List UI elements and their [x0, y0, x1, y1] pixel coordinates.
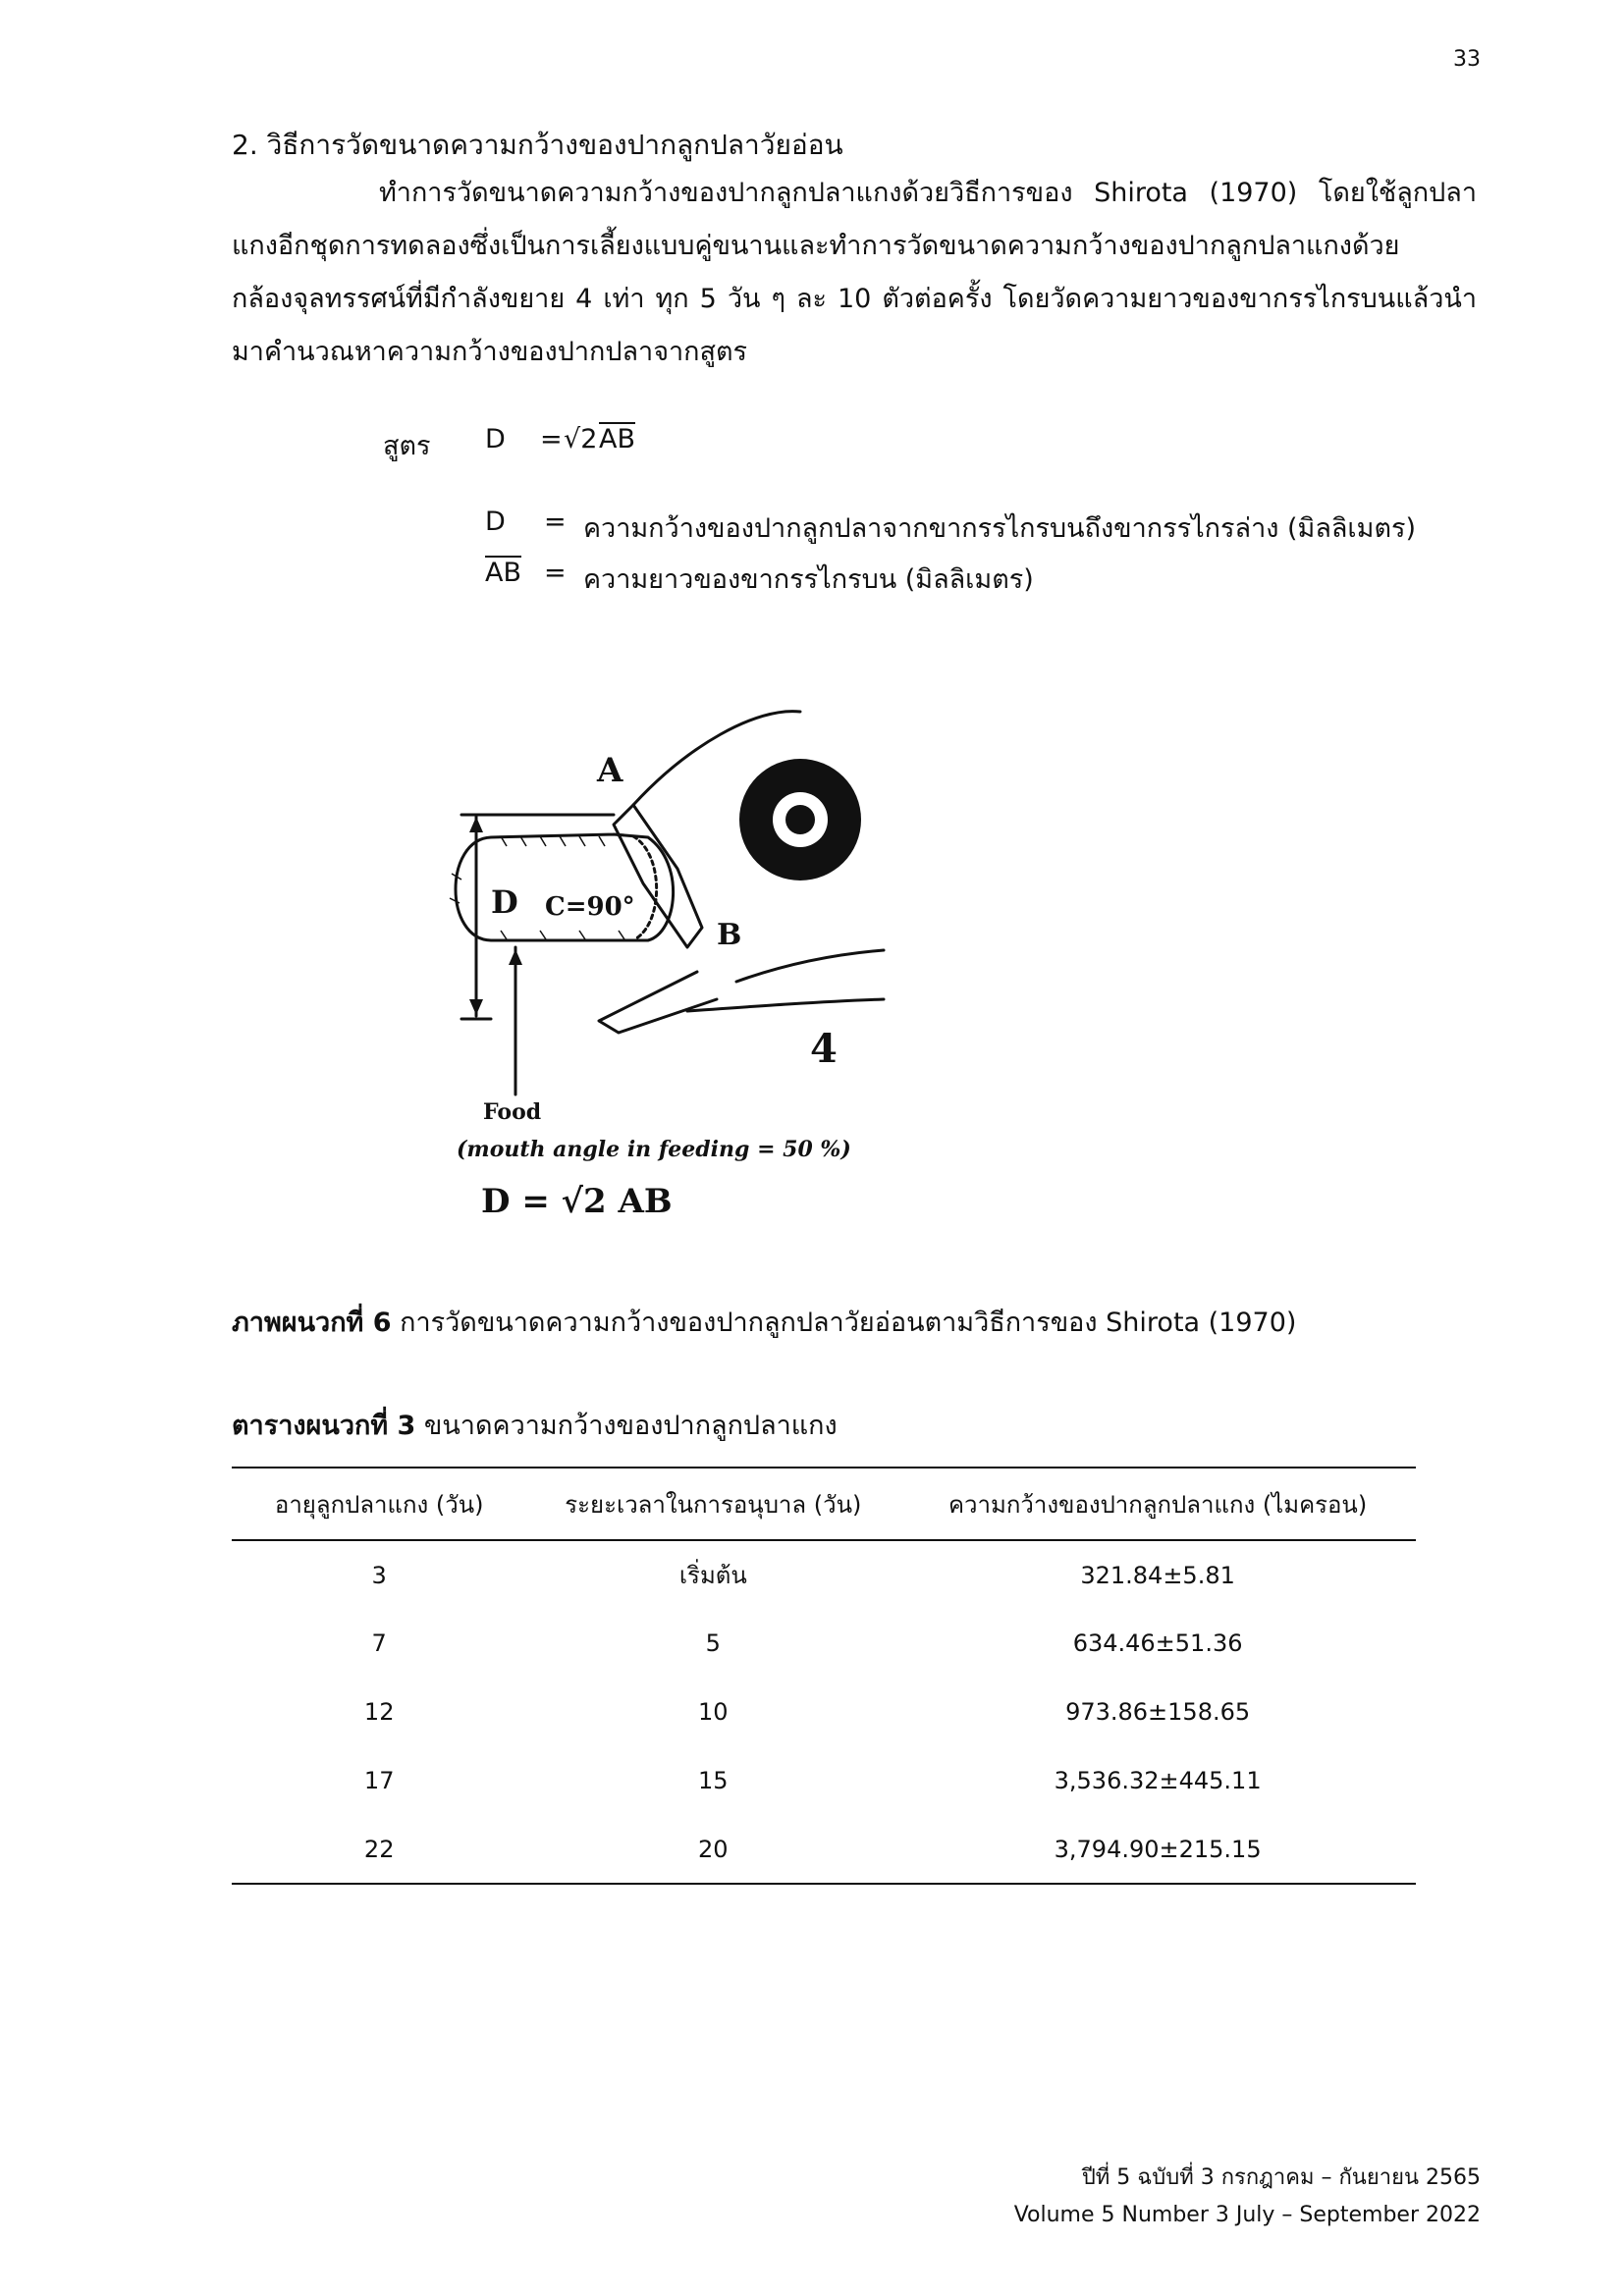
def-ab-symbol: $\overline{AB}$	[485, 558, 521, 588]
cell-width: 634.46±51.36	[1072, 1629, 1243, 1657]
cell-width: 973.86±158.65	[1065, 1698, 1251, 1726]
table-row	[232, 1815, 1416, 1884]
header-age: อายุลูกปลาแกง (วัน)	[274, 1490, 484, 1519]
body-line	[687, 999, 884, 1011]
label-angle-note: (mouth angle in feeding = 50 %)	[457, 1137, 851, 1162]
figure-caption-label: ภาพผนวกที่ 6	[232, 1308, 392, 1338]
table-header-row	[232, 1468, 1416, 1540]
arrow-down	[469, 999, 483, 1015]
throat-line	[736, 950, 884, 982]
table-row	[232, 1609, 1416, 1678]
lower-jaw	[599, 972, 717, 1033]
table-caption-label: ตารางผนวกที่ 3	[232, 1411, 416, 1441]
table-row	[232, 1746, 1416, 1815]
figure-caption-text: การวัดขนาดความกว้างของปากลูกปลาวัยอ่อนตามวิธีการของ Shirota (1970)	[391, 1308, 1297, 1338]
cell-age: 17	[363, 1767, 395, 1794]
footer-thai: ปีที่ 5 ฉบับที่ 3 กรกฎาคม – กันยายน 2565	[1081, 2165, 1481, 2190]
arrow-food	[509, 949, 522, 965]
def-ab-eq: =	[544, 558, 567, 588]
label-b: B	[717, 918, 742, 952]
method-paragraph	[232, 167, 1477, 379]
label-number: 4	[810, 1026, 838, 1072]
method-paragraph-text: ทำการวัดขนาดความกว้างของปากลูกปลาแกงด้วยวิธีการของ Shirota (1970) โดยใช้ลูกปลาแกงอีกชุดการทดลองซึ่งเป็นการเลี้ยงแบบคู่ขนานและทำการวัดขนาดความกว้างของปากลูกปลาแกงด้วยกล้องจุลทรรศน์ที่มีกำลังขยาย 4 เท่า ทุก 5 วัน ๆ ละ 10 ตัวต่อครั้ง โดยวัดความยาวของขากรรไกรบนแล้วนำมาคำนวณหาความกว้างของปากปลาจากสูตร	[232, 178, 1477, 367]
table-row	[232, 1678, 1416, 1746]
cell-age: 3	[371, 1561, 387, 1589]
label-formula: D = √2 AB	[481, 1182, 673, 1221]
header-mouth-width: ความกว้างของปากลูกปลาแกง (ไมครอน)	[948, 1490, 1368, 1519]
figure-caption	[232, 1301, 1296, 1343]
food-outline	[456, 834, 674, 940]
fish-mouth-figure	[432, 687, 893, 1256]
def-d-symbol: D	[485, 507, 506, 537]
header-nursing-period: ระยะเวลาในการอนุบาล (วัน)	[565, 1490, 862, 1519]
label-d: D	[491, 883, 518, 921]
formula-label: สูตร	[383, 431, 431, 461]
fish-pupil	[785, 805, 815, 834]
section-heading: 2. วิธีการวัดขนาดความกว้างของปากลูกปลาวัยอ่อน	[232, 129, 843, 161]
cell-width: 321.84±5.81	[1080, 1561, 1235, 1589]
footer-english: Volume 5 Number 3 July – September 2022	[1013, 2203, 1481, 2227]
table-row	[232, 1540, 1416, 1609]
def-ab-text: ความยาวของขากรรไกรบน (มิลลิเมตร)	[583, 564, 1034, 595]
formula-root: √2	[564, 424, 598, 454]
arrow-up	[469, 817, 483, 832]
formula-ab: $\overline{AB}$	[599, 424, 635, 454]
table-caption	[232, 1404, 838, 1446]
formula-eq: =	[540, 424, 563, 454]
mouth-width-table	[232, 1467, 1416, 1885]
cell-width: 3,794.90±215.15	[1054, 1835, 1262, 1863]
label-angle: C=90°	[545, 892, 635, 922]
cell-period: 10	[698, 1698, 729, 1726]
def-d-eq: =	[544, 507, 567, 537]
cell-age: 12	[363, 1698, 395, 1726]
label-a: A	[597, 751, 623, 790]
cell-age: 22	[363, 1835, 395, 1863]
page-number: 33	[1453, 47, 1481, 72]
def-d-text: ความกว้างของปากลูกปลาจากขากรรไกรบนถึงขากรรไกรล่าง (มิลลิเมตร)	[583, 513, 1417, 544]
cell-period: เริ่มต้น	[678, 1562, 747, 1589]
cell-period: 15	[698, 1767, 729, 1794]
formula-lhs: D	[485, 424, 506, 454]
label-food: Food	[483, 1099, 542, 1125]
table-caption-text: ขนาดความกว้างของปากลูกปลาแกง	[415, 1411, 838, 1441]
cell-width: 3,536.32±445.11	[1054, 1767, 1262, 1794]
cell-age: 7	[371, 1629, 387, 1657]
cell-period: 20	[698, 1835, 729, 1863]
cell-period: 5	[705, 1629, 721, 1657]
upper-jaw	[614, 805, 702, 947]
